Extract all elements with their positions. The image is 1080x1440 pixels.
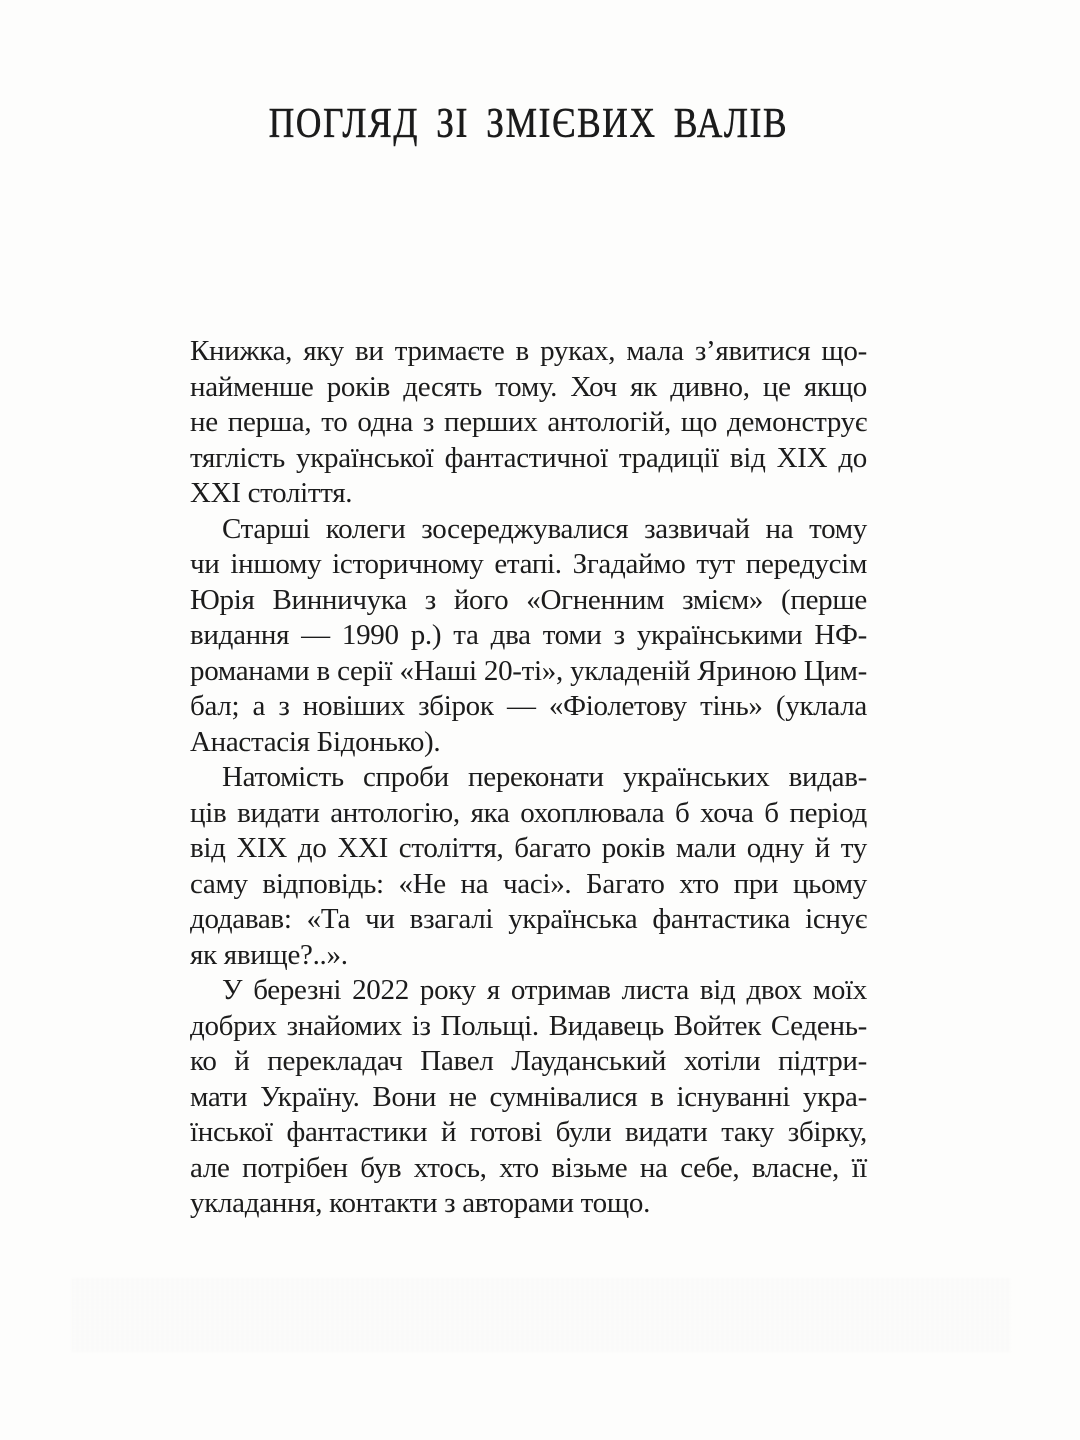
text-line: найменше років десять тому. Хоч як дивно, це якщо <box>190 370 867 403</box>
text-line: ців видати антологію, яка охоплювала б хоча б період <box>190 796 867 829</box>
body-text <box>190 334 867 1222</box>
text-line: чи іншому історичному етапі. Згадаймо тут передусім <box>190 548 867 580</box>
scan-artifact <box>72 1278 1012 1352</box>
text-line: У березні 2022 року я отримав листа від двох моїх <box>222 974 867 1006</box>
text-line: тяглість української фантастичної традиції від XIX до <box>190 441 867 474</box>
text-line: не перша, то одна з перших антологій, що демонструє <box>190 406 867 438</box>
text-line: XXI століття. <box>190 477 353 509</box>
text-line: Старші колеги зосереджувалися зазвичай на тому <box>222 512 867 545</box>
text-line: добрих знайомих із Польщі. Видавець Войтек Седень- <box>190 1009 867 1042</box>
text-line: ко й перекладач Павел Лауданський хотіли підтри- <box>190 1045 867 1077</box>
text-line: мати Україну. Вони не сумнівалися в існуванні укра- <box>190 1080 867 1113</box>
text-line: додавав: «Та чи взагалі українська фантастика існує <box>190 903 867 935</box>
text-line: від XIX до XXI століття, багато років мали одну й ту <box>190 832 867 864</box>
paragraph <box>190 512 867 761</box>
text-line: їнської фантастики й готові були видати таку збірку, <box>190 1116 867 1148</box>
text-line: видання — 1990 р.) та два томи з українськими НФ- <box>190 619 867 651</box>
text-line: як явище?..». <box>190 938 348 971</box>
text-line: укладання, контакти з авторами тощо. <box>190 1187 651 1219</box>
text-line: Натомість спроби переконати українських видав- <box>222 761 867 793</box>
page-title: ПОГЛЯД ЗІ ЗМІЄВИХ ВАЛІВ <box>268 101 789 147</box>
text-line: Книжка, яку ви тримаєте в руках, мала з’явитися що- <box>190 335 867 367</box>
text-line: але потрібен був хтось, хто візьме на себе, власне, її <box>190 1151 867 1184</box>
text-line: бал; а з новіших збірок — «Фіолетову тінь» (уклала <box>190 690 867 722</box>
text-line: Анастасія Бідонько). <box>190 725 441 758</box>
text-line: саму відповідь: «Не на часі». Багато хто при цьому <box>190 867 867 900</box>
paragraph <box>190 334 867 512</box>
text-line: Юрія Винничука з його «Огненним змієм» (перше <box>190 583 867 616</box>
text-line: романами в серії «Наші 20-ті», укладеній Яриною Цим- <box>190 654 867 687</box>
paragraph <box>190 973 867 1222</box>
paragraph <box>190 760 867 973</box>
